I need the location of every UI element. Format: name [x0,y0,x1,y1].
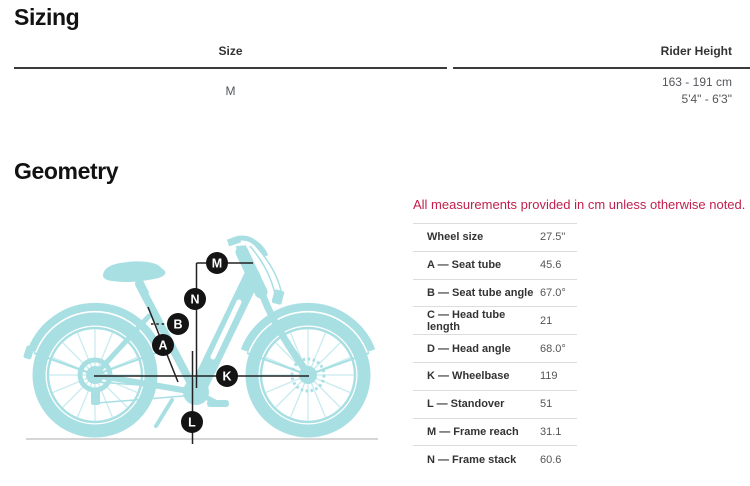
geometry-row-value: 60.6 [540,453,562,466]
geometry-row-value: 45.6 [540,259,562,272]
sizing-section-heading: Sizing [14,4,80,30]
sizing-table-header [14,44,750,69]
marker-seat-tube-angle [167,313,189,335]
geometry-row-value: 27.5" [540,231,566,244]
geometry-row-value: 31.1 [540,425,562,438]
svg-text:B: B [173,317,183,332]
geometry-table [413,223,577,473]
kickstand [156,400,172,426]
geometry-units-note: All measurements provided in cm unless otherwise noted. [413,197,746,212]
svg-text:A: A [158,338,168,353]
geometry-row [413,251,577,279]
rider-height-cm: 163 - 191 cm [661,75,732,89]
saddle [103,261,165,294]
geometry-row-label: M — Frame reach [427,425,519,438]
marker-wheelbase [216,365,238,387]
geometry-section-heading: Geometry [14,158,119,184]
geometry-row-value: 67.0° [540,286,566,299]
geometry-row-value: 68.0° [540,342,566,355]
geometry-row-label: A — Seat tube [427,259,502,272]
geometry-row [413,362,577,390]
rider-height-imperial: 5'4" - 6'3" [681,92,732,106]
pedal [207,400,229,407]
sizing-table [14,44,750,108]
geometry-row-value: 21 [540,314,553,327]
geometry-row-value: 51 [540,398,553,411]
marker-frame-reach [206,252,228,274]
sizing-table-row [14,69,750,108]
bike-geometry-diagram [0,230,400,486]
sizing-col-header-rider-height: Rider Height [453,44,750,69]
svg-text:K: K [222,369,232,384]
sizing-value-rider-height [453,74,750,108]
geometry-row-label: K — Wheelbase [427,370,510,383]
geometry-row [413,223,577,251]
geometry-row-label: Wheel size [427,231,484,244]
geometry-row [413,279,577,307]
svg-text:L: L [188,415,196,430]
marker-frame-stack [184,288,206,310]
front-light [271,289,284,305]
sizing-value-size: M [225,84,236,98]
svg-text:M: M [211,256,223,271]
geometry-row-label: D — Head angle [427,342,511,355]
geometry-row-label: C — Head tube length [427,308,506,333]
marker-standover [181,411,203,433]
geometry-row [413,334,577,362]
geometry-row-value: 119 [540,370,558,383]
sizing-col-header-size: Size [14,44,447,69]
geometry-row [413,418,577,446]
geometry-row [413,390,577,418]
geometry-row [413,445,577,473]
svg-text:N: N [190,292,200,307]
marker-seat-tube [152,334,174,356]
geometry-row-label: B — Seat tube angle [427,286,534,299]
geometry-row-label: N — Frame stack [427,453,517,466]
geometry-row-label: L — Standover [427,398,505,411]
geometry-row [413,306,577,334]
